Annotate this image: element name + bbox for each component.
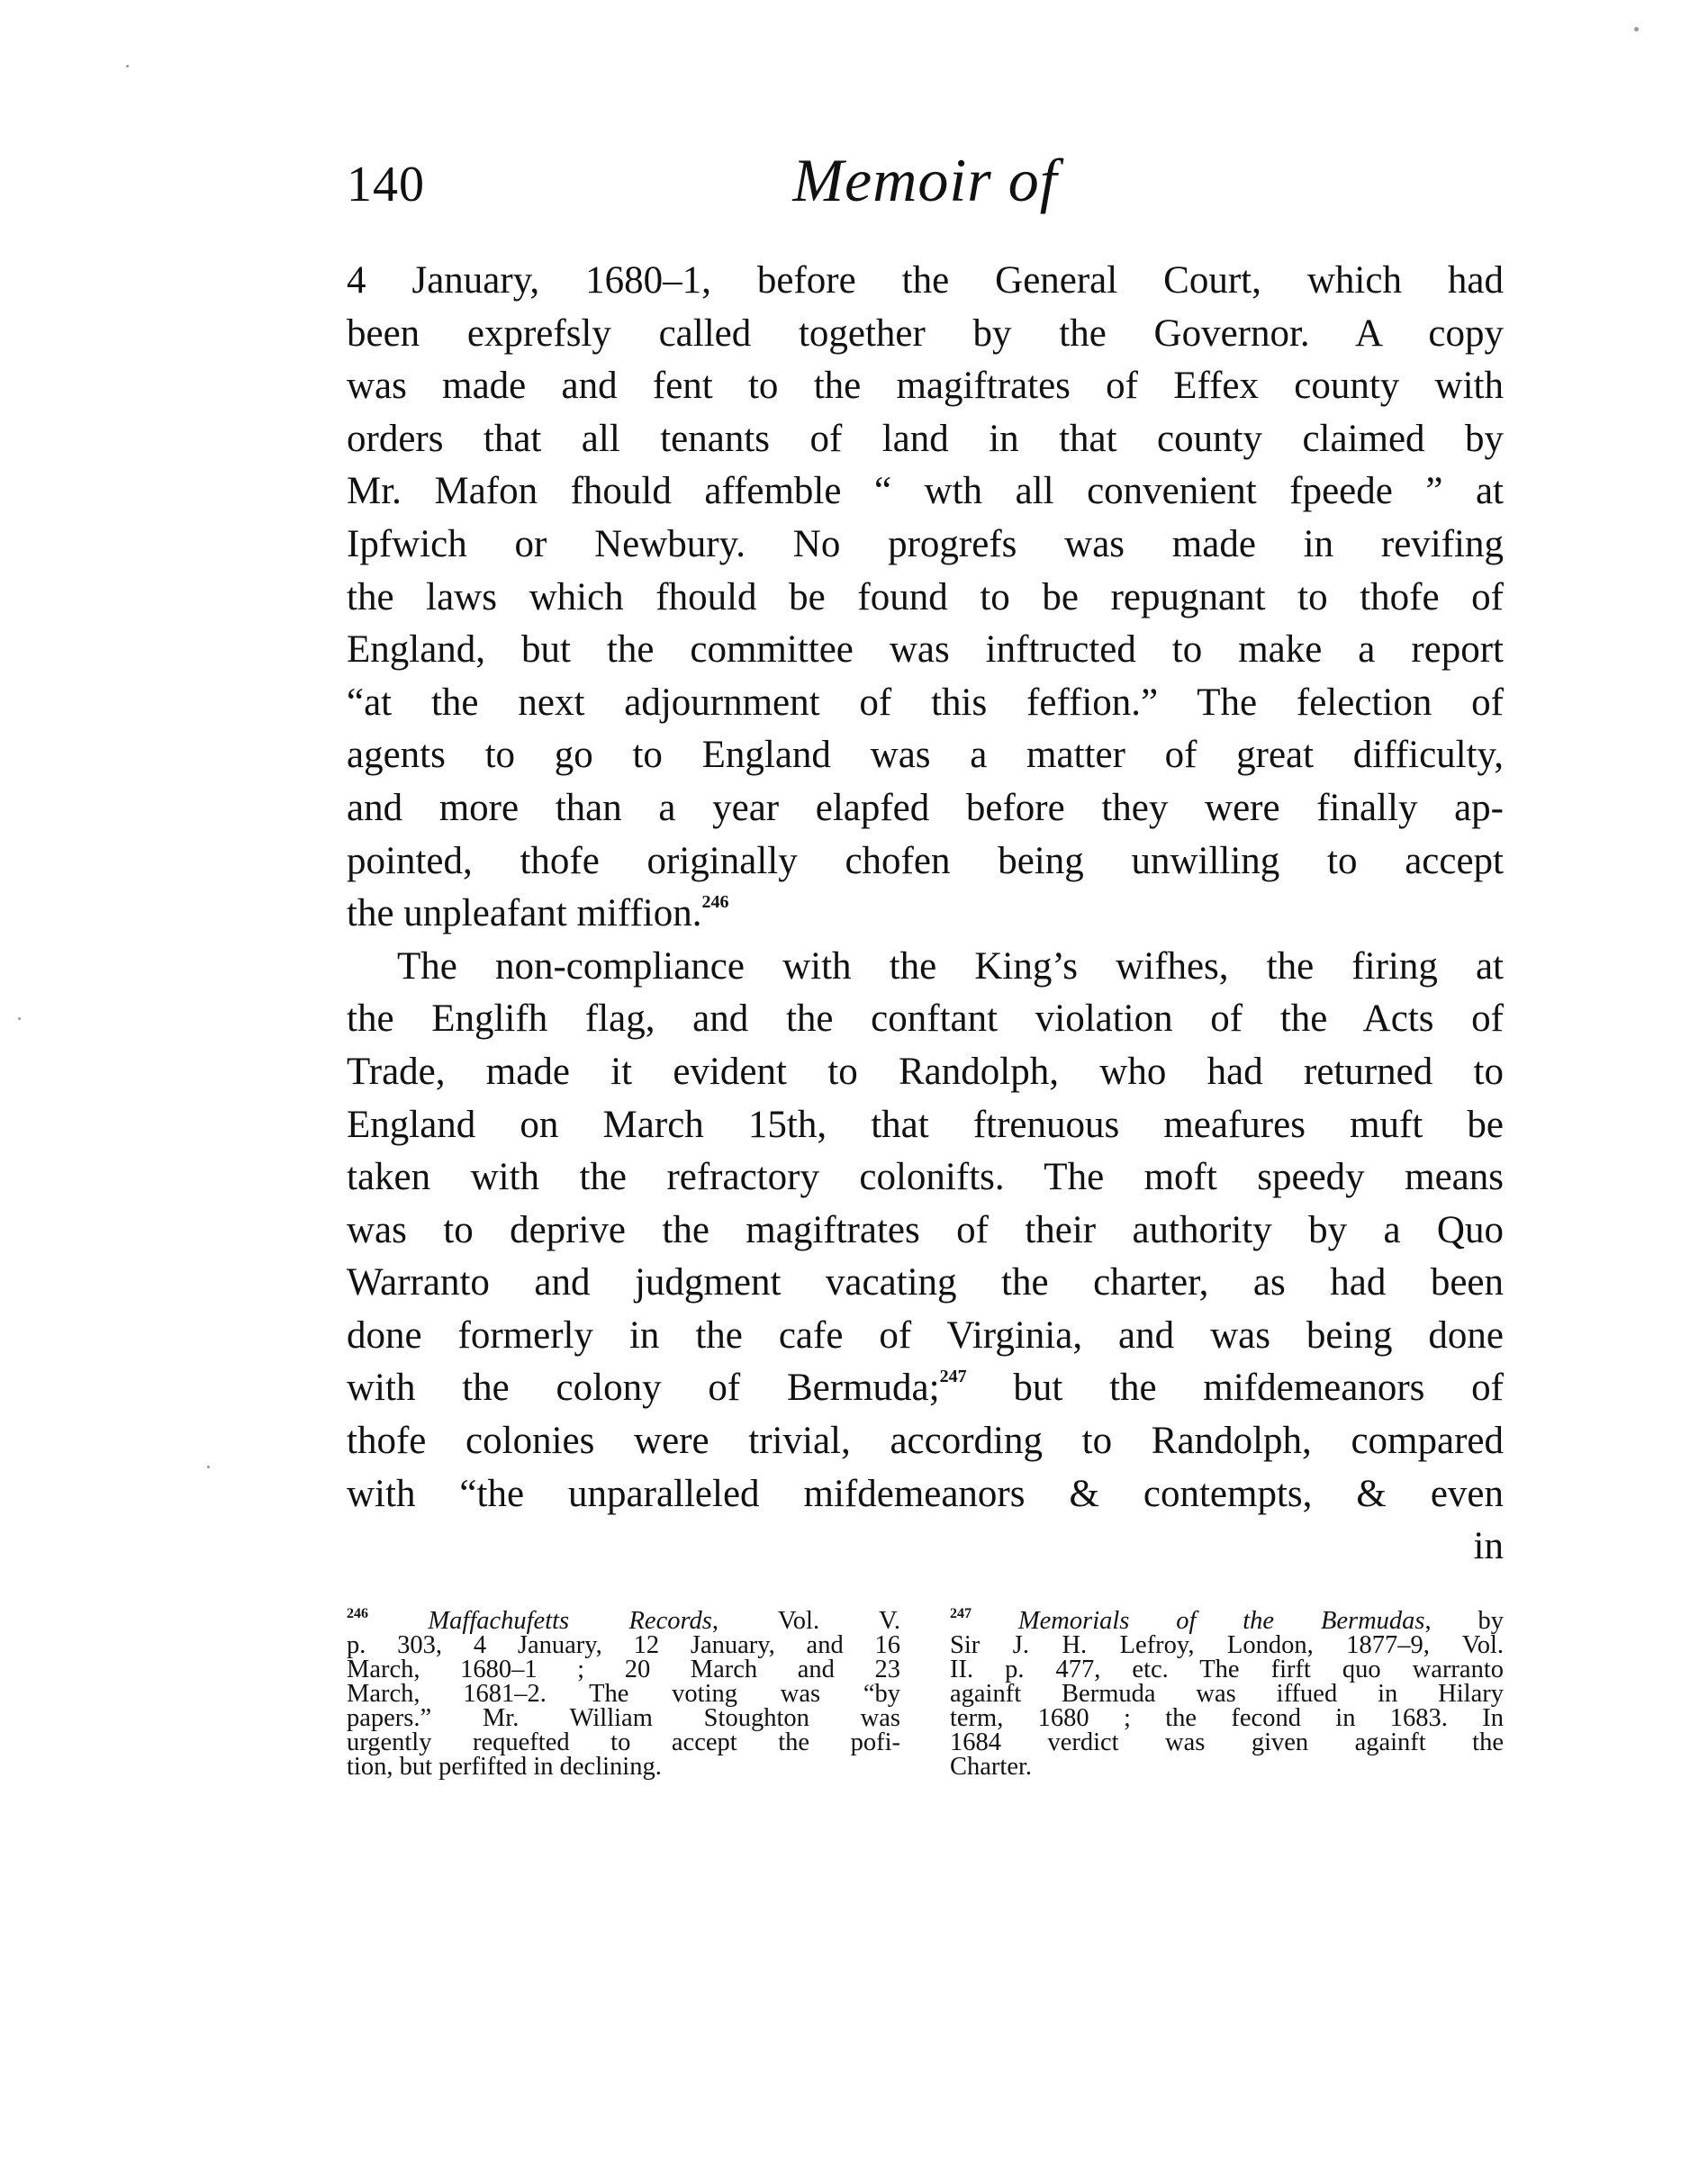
footnote-line — [950, 1606, 1505, 1635]
footnote-line: againft Bermuda was iffued in Hilary — [950, 1680, 1504, 1708]
footnote-line: p. 303, 4 January, 12 January, and 16 — [347, 1631, 900, 1659]
text-line: and more than a year elapfed before they were finally ap- — [347, 786, 1504, 829]
footnote-line: 1684 verdict was given againft the — [950, 1728, 1504, 1756]
page-header — [347, 144, 1504, 225]
footnote-line: Charter. — [950, 1753, 1033, 1781]
footnote-number: 246 — [347, 1606, 368, 1621]
paragraph-1 — [347, 255, 1504, 941]
text-line: was made and fent to the magiftrates of Effex county with — [347, 365, 1504, 408]
text-line: “at the next adjournment of this feffion.” The felection of — [347, 681, 1504, 724]
running-head: Memoir of — [792, 146, 1058, 214]
text-line: Trade, made it evident to Randolph, who had returned to — [347, 1050, 1504, 1093]
footnote-line: term, 1680 ; the fecond in 1683. In — [950, 1704, 1504, 1732]
page-speck — [126, 65, 129, 68]
text-line — [347, 888, 1504, 941]
text-line: taken with the refractory colonifts. The moft speedy means — [347, 1156, 1504, 1199]
footnote-line: II. p. 477, etc. The firft quo warranto — [950, 1656, 1504, 1683]
text-line: England, but the committee was inftructed to make a report — [347, 628, 1504, 672]
footnote-ref-246: 246 — [701, 892, 729, 913]
footnote-line: Sir J. H. Lefroy, London, 1877–9, Vol. — [950, 1631, 1504, 1659]
page-speck — [18, 1017, 21, 1020]
page-speck — [1634, 27, 1639, 32]
footnote-line: papers.” Mr. William Stoughton was — [347, 1704, 900, 1732]
footnotes — [347, 1606, 1505, 1843]
text-line: 4 January, 1680–1, before the General Court, which had — [347, 259, 1504, 302]
page-number: 140 — [347, 157, 425, 212]
paragraph-2 — [347, 941, 1504, 1574]
main-text — [347, 255, 1504, 1574]
page-speck — [207, 1466, 210, 1468]
text-line: with “the unparalleled mifdemeanors & contempts, & even — [347, 1472, 1504, 1515]
text-line: pointed, thofe originally chofen being unwilling to accept — [347, 839, 1504, 882]
text-line: Warranto and judgment vacating the charter, as had been — [347, 1261, 1504, 1304]
text-line-content: the unpleafant miffion. — [347, 892, 702, 935]
footnote-source-title: Memorials of the Bermudas — [1017, 1607, 1425, 1635]
footnote-line-content: , Vol. V. — [711, 1607, 901, 1635]
text-line: the laws which fhould be found to be repugnant to thofe of — [347, 575, 1504, 618]
footnote-source-title: Maffachufetts Records — [428, 1607, 712, 1635]
text-line: was to deprive the magiftrates of their authority by a Quo — [347, 1208, 1504, 1251]
text-line — [347, 1362, 1504, 1415]
text-line: done formerly in the cafe of Virginia, and was being done — [347, 1313, 1504, 1357]
footnote-line: urgently requefted to accept the pofi- — [347, 1728, 900, 1756]
text-line: agents to go to England was a matter of great difficulty, — [347, 734, 1504, 777]
text-line: the Englifh flag, and the conftant violation of the Acts of — [347, 997, 1504, 1041]
footnote-246 — [347, 1606, 901, 1781]
footnote-line: March, 1680–1 ; 20 March and 23 — [347, 1656, 900, 1683]
text-line: Mr. Mafon fhould affemble “ wth all convenient fpeede ” at — [347, 470, 1504, 513]
text-line: orders that all tenants of land in that county claimed by — [347, 417, 1504, 460]
text-line: Ipfwich or Newbury. No progrefs was made in revifing — [347, 522, 1504, 565]
footnote-line — [347, 1606, 901, 1635]
text-line: been exprefsly called together by the Governor. A copy — [347, 311, 1504, 355]
catchword: in — [1473, 1525, 1504, 1568]
text-line: The non-compliance with the King’s wifhes, the firing at — [397, 944, 1504, 988]
text-line-content: but the mifdemeanors of — [966, 1367, 1504, 1410]
text-line-content: with the colony of Bermuda; — [347, 1367, 940, 1410]
footnote-line: tion, but perfifted in declining. — [347, 1753, 662, 1781]
footnote-line: March, 1681–2. The voting was “by — [347, 1680, 900, 1708]
text-line: England on March 15th, that ftrenuous meafures muft be — [347, 1103, 1504, 1146]
footnote-ref-247: 247 — [939, 1367, 967, 1387]
text-line: thofe colonies were trivial, according to Randolph, compared — [347, 1420, 1504, 1463]
footnote-247 — [950, 1606, 1505, 1781]
footnote-line-content: , by — [1424, 1607, 1505, 1635]
footnote-number: 247 — [950, 1606, 971, 1621]
